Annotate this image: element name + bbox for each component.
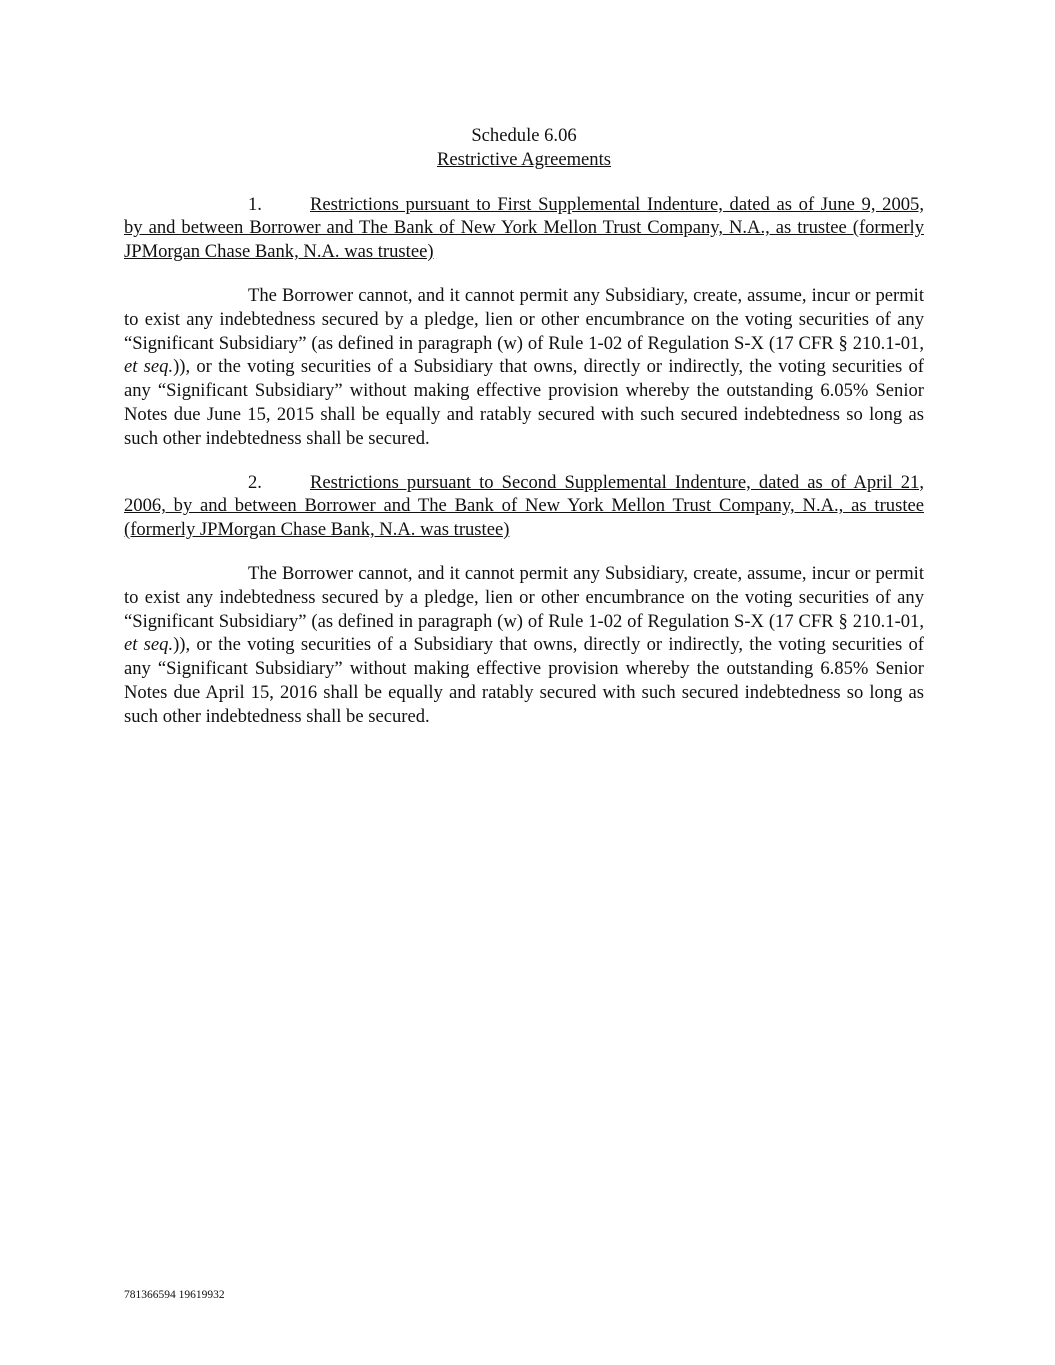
- section-1-body: [124, 284, 924, 451]
- section-1-body-part2: )), or the voting securities of a Subsidiary that owns, directly or indirectly, the voting securities of any “Significant Subsidiary” without making effective provision whereby the outstanding 6.05% Senior Notes due June 15, 2015 shall be equally and ratably secured with such secured indebtedness so long as such other indebtedness shall be secured.: [124, 356, 924, 449]
- section-1-heading-text: Restrictions pursuant to First Supplemental Indenture, dated as of June 9, 2005, by and between Borrower and The Bank of New York Mellon Trust Company, N.A., as trustee (formerly JPMorgan Chase Bank, N.A. was trustee): [124, 193, 924, 263]
- document-content: [124, 124, 924, 749]
- section-1-heading: [124, 193, 924, 264]
- section-1-body-part1: The Borrower cannot, and it cannot permit any Subsidiary, create, assume, incur or permit to exist any indebtedness secured by a pledge, lien or other encumbrance on the voting securities of any “Significant Subsidiary” (as defined in paragraph (w) of Rule 1-02 of Regulation S-X (17 CFR § 210.1-01,: [124, 284, 924, 354]
- section-1-number: 1.: [248, 193, 262, 215]
- document-footer-id: 781366594 19619932: [124, 1289, 225, 1301]
- section-2-body-part1: The Borrower cannot, and it cannot permit any Subsidiary, create, assume, incur or permit to exist any indebtedness secured by a pledge, lien or other encumbrance on the voting securities of any “Significant Subsidiary” (as defined in paragraph (w) of Rule 1-02 of Regulation S-X (17 CFR § 210.1-01,: [124, 562, 924, 632]
- schedule-subtitle: Restrictive Agreements: [436, 148, 611, 170]
- section-2-body-italic: et seq.: [124, 634, 174, 656]
- section-2-heading-text: Restrictions pursuant to Second Supplemental Indenture, dated as of April 21, 2006, by and between Borrower and The Bank of New York Mellon Trust Company, N.A., as trustee (formerly JPMorgan Chase Bank, N.A. was trustee): [124, 471, 924, 541]
- section-1-body-italic: et seq.: [124, 356, 174, 378]
- section-2-heading: [124, 471, 924, 542]
- schedule-title: Schedule 6.06: [471, 125, 577, 146]
- section-2-number: 2.: [248, 471, 262, 493]
- section-2-body: [124, 562, 924, 729]
- section-2-body-part2: )), or the voting securities of a Subsidiary that owns, directly or indirectly, the voting securities of any “Significant Subsidiary” without making effective provision whereby the outstanding 6.85% Senior Notes due April 15, 2016 shall be equally and ratably secured with such secured indebtedness so long as such other indebtedness shall be secured.: [124, 634, 924, 727]
